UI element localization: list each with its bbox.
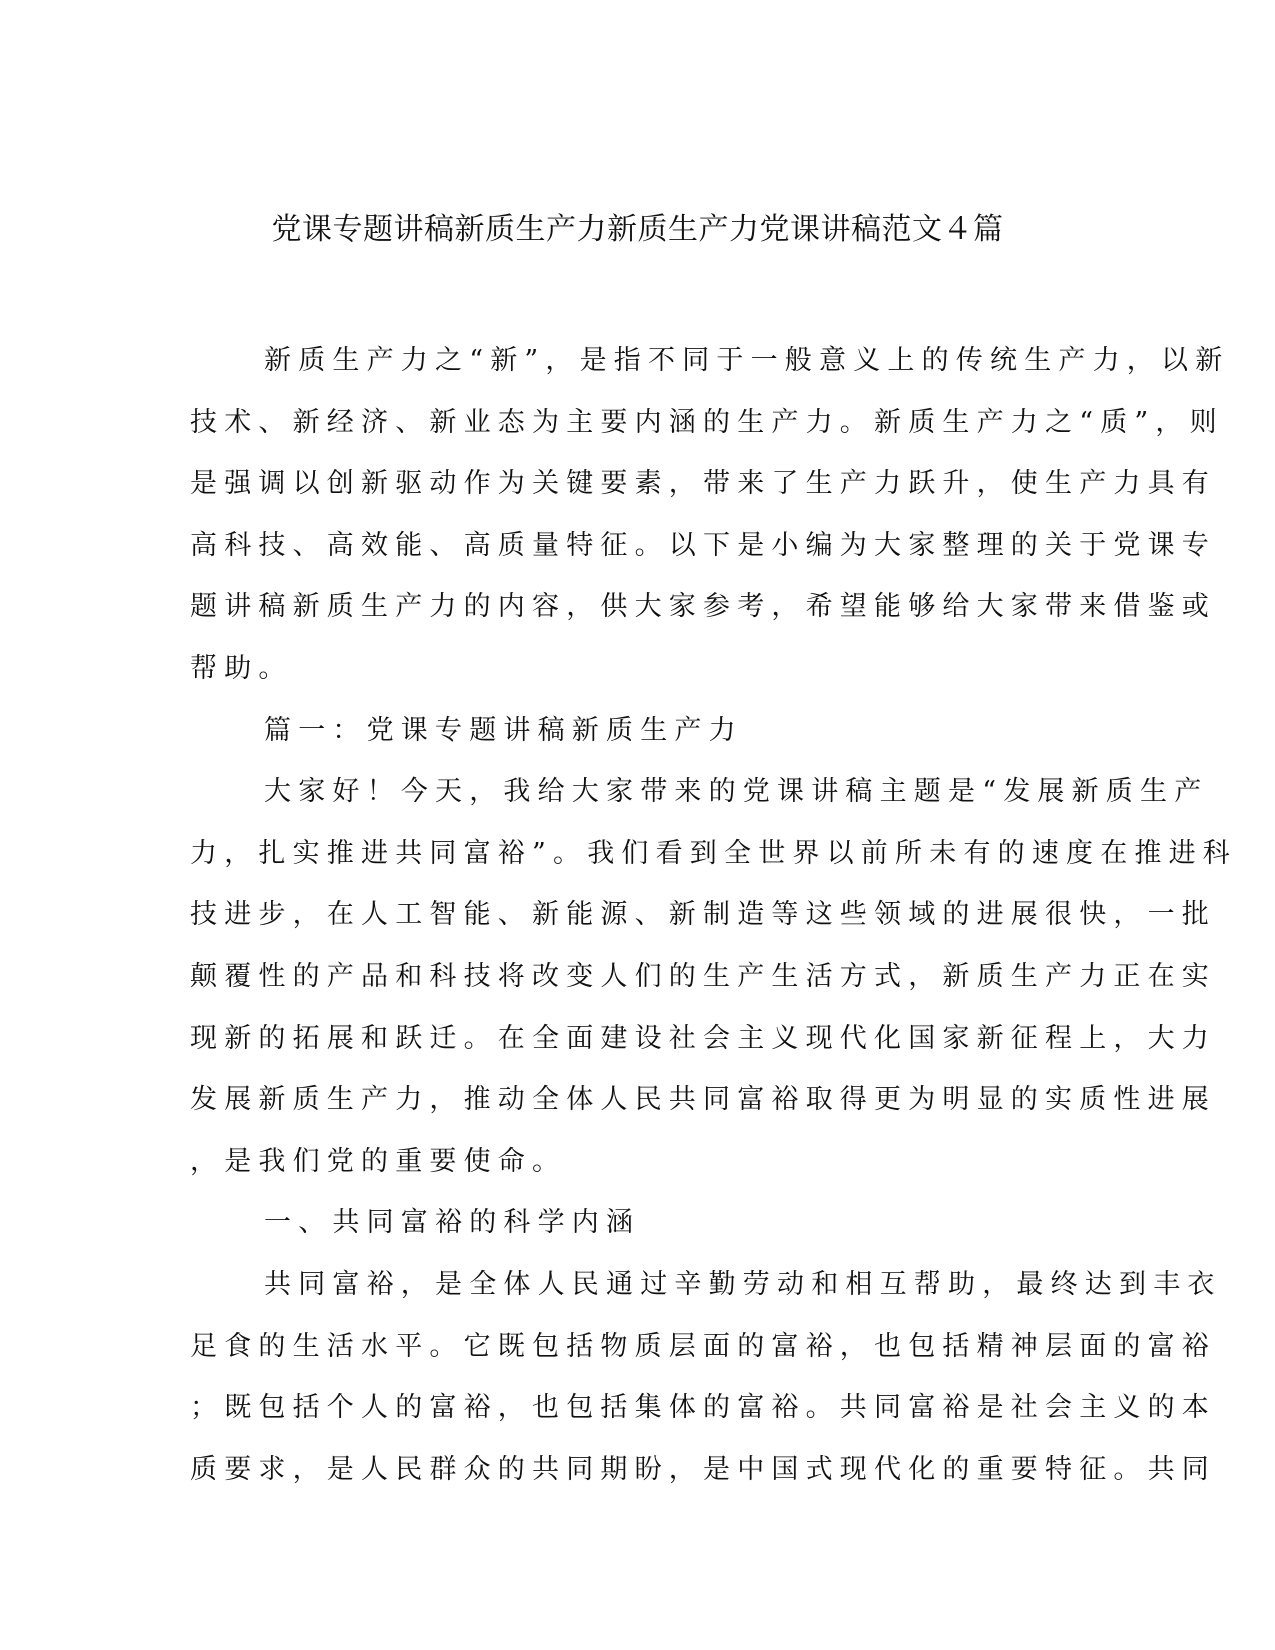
text-line: ，是我们党的重要使命。 — [190, 1145, 567, 1177]
text-line: 高科技、高效能、高质量特征。以下是小编为大家整理的关于党课专 — [190, 529, 1216, 561]
document-body — [190, 330, 1238, 1500]
text-line: 足食的生活水平。它既包括物质层面的富裕，也包括精神层面的富裕 — [190, 1330, 1216, 1362]
text-line: 颠覆性的产品和科技将改变人们的生产生活方式，新质生产力正在实 — [190, 960, 1216, 992]
text-line: ；既包括个人的富裕，也包括集体的富裕。共同富裕是社会主义的本 — [190, 1392, 1216, 1424]
section-heading: 一、共同富裕的科学内涵 — [264, 1207, 641, 1239]
document-title: 党课专题讲稿新质生产力新质生产力党课讲稿范文４篇 — [271, 212, 1004, 247]
text-line: 力，扎实推进共同富裕”。我们看到全世界以前所未有的速度在推进科 — [190, 837, 1238, 869]
section-heading: 篇一：党课专题讲稿新质生产力 — [264, 714, 743, 746]
text-line: 现新的拓展和跃迁。在全面建设社会主义现代化国家新征程上，大力 — [190, 1022, 1216, 1054]
text-line: 质要求，是人民群众的共同期盼，是中国式现代化的重要特征。共同 — [190, 1453, 1216, 1485]
text-line: 新质生产力之“新”，是指不同于一般意义上的传统生产力，以新 — [264, 345, 1230, 376]
text-line: 大家好！今天，我给大家带来的党课讲稿主题是“发展新质生产 — [264, 776, 1209, 808]
text-line: 技进步，在人工智能、新能源、新制造等这些领域的进展很快，一批 — [190, 899, 1216, 931]
text-line: 技术、新经济、新业态为主要内涵的生产力。新质生产力之“质”，则 — [190, 406, 1224, 438]
text-line: 共同富裕，是全体人民通过辛勤劳动和相互帮助，最终达到丰衣 — [264, 1268, 1222, 1300]
text-line: 发展新质生产力，推动全体人民共同富裕取得更为明显的实质性进展 — [190, 1084, 1216, 1116]
text-line: 是强调以创新驱动作为关键要素，带来了生产力跃升，使生产力具有 — [190, 468, 1216, 500]
text-line: 帮助。 — [190, 652, 293, 684]
text-line: 题讲稿新质生产力的内容，供大家参考，希望能够给大家带来借鉴或 — [190, 591, 1216, 623]
